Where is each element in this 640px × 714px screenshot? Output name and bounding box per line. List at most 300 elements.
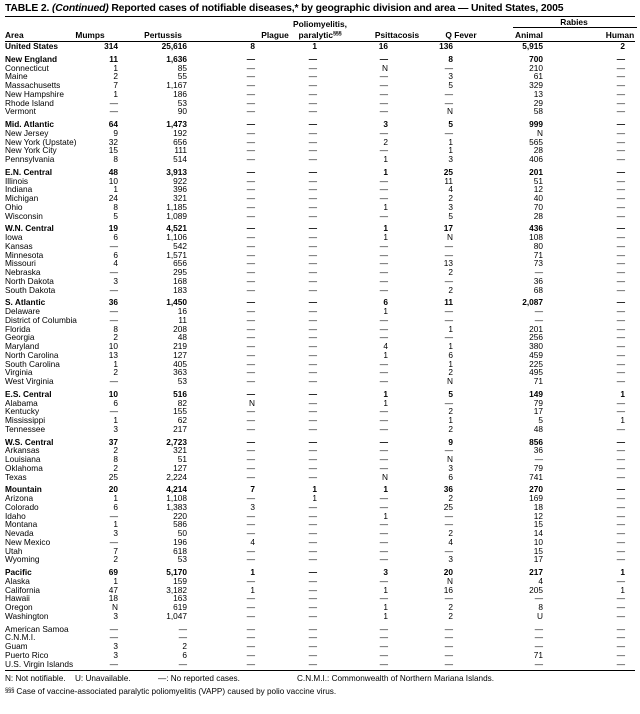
area-cell: California (5, 584, 41, 595)
value-cell: 10 (108, 341, 118, 351)
value-cell: 5 (113, 210, 118, 221)
value-cell: 1 (113, 575, 118, 586)
value-cell: — (444, 62, 453, 73)
value-cell: — (246, 267, 255, 277)
value-cell: — (379, 127, 388, 138)
value-cell: — (616, 175, 625, 186)
value-cell: 256 (529, 332, 543, 343)
value-cell: 922 (173, 175, 187, 186)
value-cell: — (379, 184, 388, 195)
value-cell: 3 (448, 554, 453, 565)
value-cell: 53 (177, 554, 187, 565)
value-cell: 53 (177, 376, 187, 386)
value-cell: 155 (173, 406, 187, 417)
area-cell: C.N.M.I. (5, 632, 36, 643)
value-cell: 2,723 (166, 436, 187, 447)
value-cell: — (246, 623, 255, 634)
value-cell: — (379, 210, 388, 221)
value-cell: — (246, 593, 255, 604)
value-cell: 1 (383, 610, 388, 621)
value-cell: 79 (533, 397, 543, 408)
value-cell: — (308, 519, 317, 530)
value-cell: 48 (533, 423, 543, 434)
value-cell: 1 (383, 602, 388, 612)
value-cell: — (246, 341, 255, 351)
table-title-continued: (Continued) (51, 3, 109, 14)
value-cell: 10 (108, 175, 118, 186)
value-cell: — (616, 367, 625, 378)
value-cell: — (109, 314, 118, 325)
value-cell: — (444, 658, 453, 669)
value-cell: — (308, 166, 317, 177)
value-cell: 2 (113, 367, 118, 378)
value-cell: 1 (620, 388, 625, 399)
value-cell: — (616, 454, 625, 464)
value-cell: — (444, 97, 453, 108)
area-cell: Maine (5, 71, 28, 82)
value-cell: — (246, 106, 255, 117)
value-cell: 2 (113, 71, 118, 82)
value-cell: — (379, 376, 388, 386)
value-cell: — (109, 623, 118, 634)
value-cell: 80 (533, 240, 543, 251)
value-cell: 7 (250, 484, 255, 495)
value-cell: — (246, 658, 255, 669)
value-cell: — (308, 275, 317, 286)
value-cell: — (616, 201, 625, 212)
value-cell: 17 (533, 406, 543, 417)
value-cell: 183 (173, 284, 187, 295)
value-cell: 163 (173, 593, 187, 604)
value-cell: — (109, 658, 118, 669)
value-cell: 205 (529, 584, 543, 595)
value-cell: 28 (533, 210, 543, 221)
value-cell: — (616, 166, 625, 177)
value-cell: 1 (448, 136, 453, 147)
value-cell: — (109, 240, 118, 251)
value-cell: N (447, 232, 453, 242)
col-header-poliomyelitis (293, 20, 347, 40)
value-cell: — (308, 154, 317, 164)
value-cell: — (379, 275, 388, 286)
area-cell: New Hampshire (5, 88, 65, 99)
value-cell: — (246, 297, 255, 308)
value-cell: 58 (533, 106, 543, 117)
value-cell: — (308, 71, 317, 82)
value-cell: — (444, 632, 453, 643)
area-cell: Rhode Island (5, 97, 54, 108)
value-cell: — (379, 462, 388, 473)
value-cell: — (616, 358, 625, 369)
value-cell: — (308, 201, 317, 212)
value-cell: 396 (173, 184, 187, 195)
area-cell: New Mexico (5, 536, 51, 547)
value-cell: — (246, 323, 255, 334)
area-cell: Utah (5, 545, 23, 556)
value-cell: — (379, 649, 388, 660)
value-cell: 3 (113, 528, 118, 538)
value-cell: 1 (383, 154, 388, 164)
value-cell: — (616, 275, 625, 286)
value-cell: — (308, 602, 317, 612)
value-cell: 11 (109, 53, 118, 64)
value-cell: — (616, 106, 625, 117)
value-cell: — (444, 519, 453, 530)
value-cell: — (246, 367, 255, 378)
value-cell: — (616, 623, 625, 634)
area-cell: U.S. Virgin Islands (5, 658, 74, 669)
value-cell: 2,087 (522, 297, 543, 308)
value-cell: 1 (448, 358, 453, 369)
value-cell: — (308, 106, 317, 117)
value-cell: 2 (620, 41, 625, 51)
value-cell: — (379, 249, 388, 260)
value-cell: 2 (182, 641, 187, 651)
value-cell: — (308, 388, 317, 399)
col-header-rabies-animal: Animal (515, 30, 543, 40)
value-cell: — (246, 284, 255, 295)
value-cell: — (308, 249, 317, 260)
area-cell: Puerto Rico (5, 649, 49, 660)
table-row (5, 473, 625, 482)
value-cell: — (308, 471, 317, 482)
area-cell: South Dakota (5, 284, 56, 295)
value-cell: — (616, 267, 625, 277)
value-cell: — (379, 97, 388, 108)
value-cell: 1 (620, 415, 625, 425)
value-cell: 3 (113, 610, 118, 621)
value-cell: 90 (177, 106, 187, 117)
value-cell: 6 (448, 349, 453, 360)
area-cell: Virginia (5, 367, 33, 378)
value-cell: 28 (533, 145, 543, 156)
area-cell: Delaware (5, 306, 41, 316)
value-cell: 1 (448, 341, 453, 351)
value-cell: — (109, 406, 118, 417)
value-cell: 159 (173, 575, 187, 586)
value-cell: — (616, 593, 625, 604)
value-cell: — (616, 136, 625, 147)
value-cell: — (246, 519, 255, 530)
value-cell: — (379, 71, 388, 82)
value-cell: — (534, 623, 543, 634)
value-cell: — (616, 632, 625, 643)
area-cell: Arizona (5, 493, 34, 503)
value-cell: 36 (533, 445, 543, 456)
area-cell: Tennessee (5, 423, 46, 434)
value-cell: 2 (448, 267, 453, 277)
area-cell: S. Atlantic (5, 297, 46, 308)
value-cell: — (308, 632, 317, 643)
value-cell: 8 (113, 323, 118, 334)
value-cell: — (246, 166, 255, 177)
value-cell: — (616, 223, 625, 234)
value-cell: 380 (529, 341, 543, 351)
area-cell: Nevada (5, 528, 34, 538)
value-cell: 13 (443, 258, 453, 269)
area-cell: Iowa (5, 232, 23, 242)
area-cell: Minnesota (5, 249, 44, 260)
col-header-area: Area (5, 30, 24, 40)
value-cell: 25,616 (161, 41, 187, 51)
footer-rule (5, 670, 635, 671)
value-cell: — (109, 510, 118, 521)
value-cell: — (308, 501, 317, 512)
value-cell: 16 (378, 41, 388, 51)
value-cell: 18 (108, 593, 118, 604)
value-cell: — (444, 510, 453, 521)
area-cell: North Dakota (5, 275, 54, 286)
value-cell: — (379, 436, 388, 447)
value-cell: U (537, 610, 543, 621)
value-cell: 436 (529, 223, 543, 234)
value-cell: 127 (173, 462, 187, 473)
value-cell: — (308, 119, 317, 129)
value-cell: — (308, 258, 317, 269)
value-cell: 495 (529, 367, 543, 378)
col-header-pertussis: Pertussis (144, 30, 182, 40)
value-cell: — (246, 97, 255, 108)
value-cell: — (534, 593, 543, 604)
value-cell: 1 (448, 415, 453, 425)
area-cell: Louisiana (5, 454, 41, 464)
value-cell: — (379, 528, 388, 538)
value-cell: — (379, 575, 388, 586)
value-cell: — (308, 314, 317, 325)
value-cell: 1 (383, 166, 388, 177)
value-cell: 5,915 (522, 41, 543, 51)
value-cell: — (379, 267, 388, 277)
value-cell: — (246, 445, 255, 456)
value-cell: — (616, 97, 625, 108)
value-cell: 13 (108, 349, 118, 360)
value-cell: — (246, 462, 255, 473)
value-cell: 10 (533, 536, 543, 547)
value-cell: 6 (113, 232, 118, 242)
value-cell: — (308, 554, 317, 565)
value-cell: — (616, 575, 625, 586)
value-cell: 999 (529, 119, 543, 129)
value-cell: 1 (113, 415, 118, 425)
value-cell: — (246, 314, 255, 325)
value-cell: — (616, 314, 625, 325)
value-cell: — (379, 358, 388, 369)
value-cell: 618 (173, 545, 187, 556)
value-cell: 2 (448, 423, 453, 434)
value-cell: — (178, 623, 187, 634)
value-cell: — (616, 445, 625, 456)
value-cell: 270 (529, 484, 543, 495)
value-cell: — (616, 88, 625, 99)
col-header-plague: Plague (261, 30, 289, 40)
table-row (5, 286, 625, 295)
value-cell: 51 (533, 175, 543, 186)
area-cell: American Samoa (5, 623, 69, 634)
value-cell: — (246, 210, 255, 221)
value-cell: — (308, 567, 317, 577)
value-cell: — (308, 545, 317, 556)
value-cell: — (246, 415, 255, 425)
value-cell: 329 (529, 80, 543, 90)
value-cell: 8 (113, 201, 118, 212)
value-cell: 1 (383, 397, 388, 408)
vapp-footnote-text: Case of vaccine-associated paralytic poliomyelitis (VAPP) caused by polio vaccine virus. (14, 686, 337, 696)
value-cell: — (534, 314, 543, 325)
value-cell: 1 (113, 184, 118, 195)
value-cell: — (246, 184, 255, 195)
table-title (5, 3, 635, 14)
value-cell: — (308, 136, 317, 147)
value-cell: — (308, 610, 317, 621)
value-cell: — (246, 119, 255, 129)
value-cell: 741 (529, 471, 543, 482)
value-cell: 210 (529, 62, 543, 73)
value-cell: 51 (177, 454, 187, 464)
value-cell: 85 (177, 62, 187, 73)
value-cell: 186 (173, 88, 187, 99)
area-cell: Oregon (5, 602, 33, 612)
value-cell: 1,383 (166, 501, 187, 512)
value-cell: 1 (250, 567, 255, 577)
value-cell: — (308, 415, 317, 425)
value-cell: 1 (448, 145, 453, 156)
value-cell: — (379, 53, 388, 64)
value-cell: — (616, 127, 625, 138)
value-cell: — (109, 376, 118, 386)
value-cell: — (379, 554, 388, 565)
value-cell: — (534, 454, 543, 464)
value-cell: 1,185 (166, 201, 187, 212)
area-cell: Maryland (5, 341, 40, 351)
value-cell: 1,473 (166, 119, 187, 129)
value-cell: — (246, 127, 255, 138)
value-cell: — (616, 323, 625, 334)
value-cell: 40 (533, 193, 543, 203)
value-cell: 8 (113, 454, 118, 464)
value-cell: — (616, 332, 625, 343)
value-cell: 219 (173, 341, 187, 351)
value-cell: — (379, 641, 388, 651)
value-cell: — (109, 306, 118, 316)
value-cell: — (246, 193, 255, 203)
footnote-vapp (5, 687, 635, 696)
value-cell: — (616, 510, 625, 521)
value-cell: 73 (533, 258, 543, 269)
value-cell: 71 (533, 249, 543, 260)
value-cell: 516 (173, 388, 187, 399)
value-cell: 18 (533, 501, 543, 512)
value-cell: — (246, 436, 255, 447)
value-cell: 196 (173, 536, 187, 547)
value-cell: 1 (620, 567, 625, 577)
value-cell: 1 (312, 484, 317, 495)
value-cell: 2,224 (166, 471, 187, 482)
value-cell: — (379, 545, 388, 556)
value-cell: — (308, 210, 317, 221)
legend-no-reported-cases: —: No reported cases. (158, 674, 240, 684)
value-cell: 32 (108, 136, 118, 147)
value-cell: 127 (173, 349, 187, 360)
area-cell: New York (Upstate) (5, 136, 77, 147)
value-cell: — (534, 632, 543, 643)
value-cell: 1,636 (166, 53, 187, 64)
value-cell: — (246, 53, 255, 64)
value-cell: — (246, 136, 255, 147)
value-cell: 6 (113, 249, 118, 260)
value-cell: — (308, 462, 317, 473)
value-cell: 111 (174, 145, 187, 156)
value-cell: — (616, 641, 625, 651)
value-cell: 1 (383, 306, 388, 316)
value-cell: — (246, 71, 255, 82)
table-row (5, 386, 625, 399)
value-cell: 61 (533, 71, 543, 82)
value-cell: — (246, 649, 255, 660)
value-cell: — (246, 602, 255, 612)
value-cell: — (246, 641, 255, 651)
value-cell: — (246, 332, 255, 343)
legend-not-notifiable: N: Not notifiable. (5, 674, 66, 684)
value-cell: 15 (533, 519, 543, 530)
value-cell: 9 (448, 436, 453, 447)
value-cell: 1 (113, 519, 118, 530)
value-cell: 16 (177, 306, 187, 316)
value-cell: — (616, 80, 625, 90)
value-cell: 217 (529, 567, 543, 577)
value-cell: 217 (173, 423, 187, 434)
area-cell: Oklahoma (5, 462, 43, 473)
area-cell: Connecticut (5, 62, 49, 73)
value-cell: — (246, 154, 255, 164)
value-cell: 5 (448, 80, 453, 90)
value-cell: — (616, 519, 625, 530)
value-cell: 70 (533, 201, 543, 212)
area-cell: E.N. Central (5, 166, 53, 177)
value-cell: — (616, 397, 625, 408)
value-cell: — (308, 232, 317, 242)
area-cell: Missouri (5, 258, 36, 269)
table-header (5, 17, 635, 41)
value-cell: 565 (529, 136, 543, 147)
value-cell: 36 (443, 484, 453, 495)
value-cell: 1 (383, 223, 388, 234)
value-cell: — (308, 297, 317, 308)
value-cell: — (379, 314, 388, 325)
value-cell: 314 (104, 41, 118, 51)
value-cell: 7 (113, 80, 118, 90)
value-cell: 3 (250, 501, 255, 512)
value-cell: 2 (448, 367, 453, 378)
value-cell: 8 (448, 53, 453, 64)
value-cell: 4,214 (166, 484, 187, 495)
value-cell: 656 (173, 136, 187, 147)
area-cell: Kansas (5, 240, 33, 251)
value-cell: — (616, 53, 625, 64)
value-cell: 71 (533, 376, 543, 386)
value-cell: — (616, 258, 625, 269)
value-cell: 3 (448, 201, 453, 212)
value-cell: N (537, 127, 543, 138)
value-cell: — (308, 536, 317, 547)
area-cell: District of Columbia (5, 314, 77, 325)
area-cell: Alabama (5, 397, 38, 408)
value-cell: 20 (443, 567, 453, 577)
value-cell: 2 (383, 136, 388, 147)
value-cell: 6 (182, 649, 187, 660)
value-cell: — (308, 510, 317, 521)
value-cell: — (379, 367, 388, 378)
value-cell: — (308, 62, 317, 73)
